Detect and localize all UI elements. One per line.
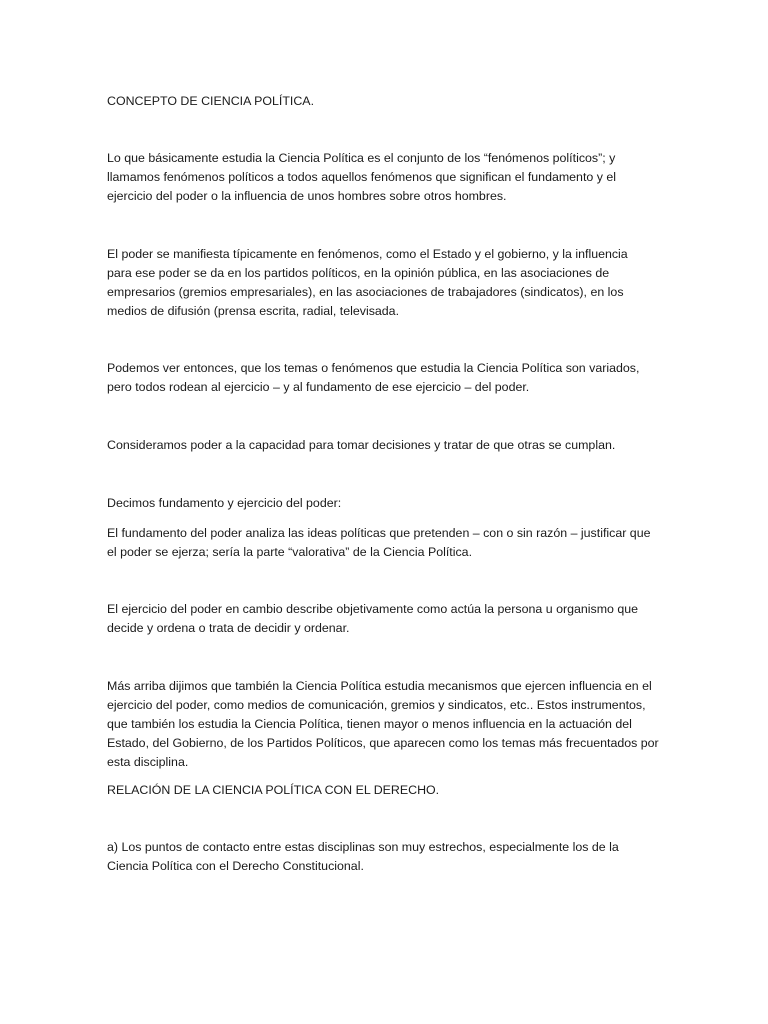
paragraph-2-line-1: El poder se manifiesta típicamente en fenómenos, como el Estado y el gobierno, y la influencia [107,247,628,261]
paragraph-5-line-1: Decimos fundamento y ejercicio del poder: [107,496,342,510]
paragraph-8-line-4: Estado, del Gobierno, de los Partidos Políticos, que aparecen como los temas más frecuentados por [107,736,659,750]
paragraph-8-line-2: ejercicio del poder, como medios de comunicación, gremios y sindicatos, etc.. Estos instrumentos, [107,698,646,712]
paragraph-1-line-3: ejercicio del poder o la influencia de unos hombres sobre otros hombres. [107,189,507,203]
paragraph-2-line-2: para ese poder se da en los partidos políticos, en la opinión pública, en las asociaciones de [107,266,610,280]
paragraph-3-line-1: Podemos ver entonces, que los temas o fenómenos que estudia la Ciencia Política son variados, [107,361,640,375]
paragraph-4-line-1: Consideramos poder a la capacidad para tomar decisiones y tratar de que otras se cumplan. [107,438,616,452]
paragraph-8-line-5: esta disciplina. [107,755,189,769]
paragraph-1-line-2: llamamos fenómenos políticos a todos aquellos fenómenos que significan el fundamento y el [107,170,617,184]
heading-concepto: CONCEPTO DE CIENCIA POLÍTICA. [107,94,315,108]
paragraph-2-line-4: medios de difusión (prensa escrita, radial, televisada. [107,304,400,318]
paragraph-6-line-2: el poder se ejerza; sería la parte “valorativa” de la Ciencia Política. [107,545,473,559]
paragraph-9-line-2: Ciencia Política con el Derecho Constitucional. [107,859,364,873]
paragraph-8-line-3: que también los estudia la Ciencia Política, tienen mayor o menos influencia en la actuación del [107,717,632,731]
paragraph-2-line-3: empresarios (gremios empresariales), en las asociaciones de trabajadores (sindicatos), en los [107,285,624,299]
paragraph-1-line-1: Lo que básicamente estudia la Ciencia Política es el conjunto de los “fenómenos políticos”; y [107,151,616,165]
paragraph-7-line-1: El ejercicio del poder en cambio describe objetivamente como actúa la persona u organismo que [107,602,639,616]
paragraph-8-line-1: Más arriba dijimos que también la Ciencia Política estudia mecanismos que ejercen influencia en el [107,679,652,693]
heading-relacion: RELACIÓN DE LA CIENCIA POLÍTICA CON EL DERECHO. [107,783,440,797]
paragraph-9-line-1: a) Los puntos de contacto entre estas disciplinas son muy estrechos, especialmente los de la [107,840,619,854]
paragraph-3-line-2: pero todos rodean al ejercicio – y al fundamento de ese ejercicio – del poder. [107,380,530,394]
paragraph-6-line-1: El fundamento del poder analiza las ideas políticas que pretenden – con o sin razón – justificar que [107,526,651,540]
paragraph-7-line-2: decide y ordena o trata de decidir y ordenar. [107,621,350,635]
